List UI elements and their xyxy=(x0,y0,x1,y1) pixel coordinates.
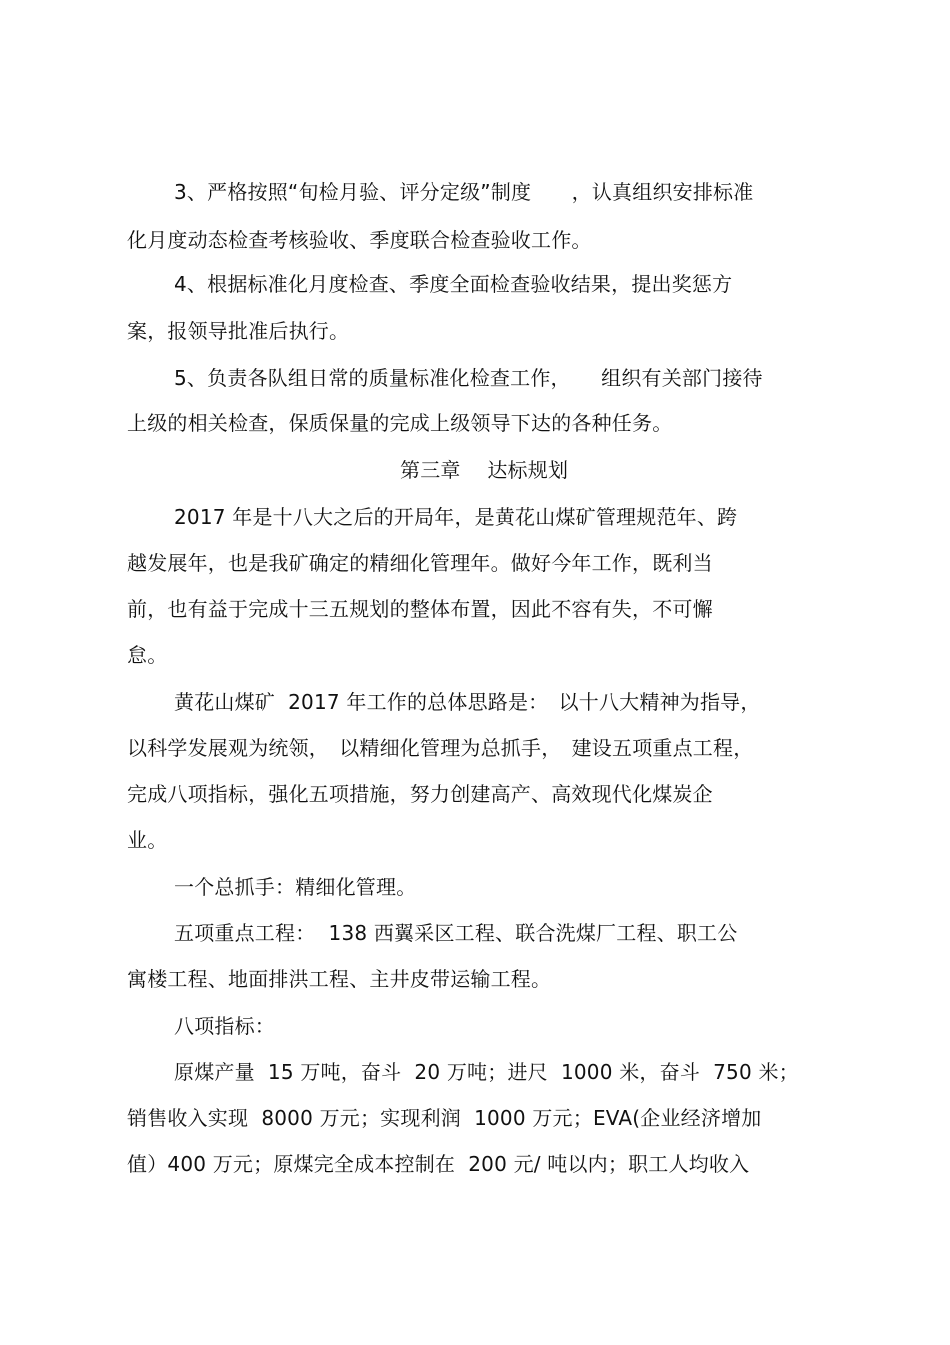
paragraph-plan-line-1: 黄花山煤矿 2017 年工作的总体思路是： 以十八大精神为指导， xyxy=(174,690,761,714)
paragraph-projects-line-2: 寓楼工程、地面排洪工程、主井皮带运输工程。 xyxy=(127,967,552,991)
paragraph-2017-line-3: 前，也有益于完成十三五规划的整体布置，因此不容有失，不可懈 xyxy=(127,597,713,621)
paragraph-2017-line-2: 越发展年，也是我矿确定的精细化管理年。做好今年工作，既利当 xyxy=(127,551,713,575)
paragraph-plan-line-4: 业。 xyxy=(127,828,168,852)
paragraph-2017-line-4: 怠。 xyxy=(127,643,168,667)
paragraph-indicators-line-1: 原煤产量 15 万吨，奋斗 20 万吨；进尺 1000 米，奋斗 750 米； xyxy=(174,1060,799,1084)
paragraph-5-line-1: 5、负责各队组日常的质量标准化检查工作， 组织有关部门接待 xyxy=(174,366,763,390)
paragraph-2017-line-1: 2017 年是十八大之后的开局年，是黄花山煤矿管理规范年、跨 xyxy=(174,505,738,529)
paragraph-3-line-2: 化月度动态检查考核验收、季度联合检查验收工作。 xyxy=(127,228,592,252)
paragraph-5-line-2: 上级的相关检查，保质保量的完成上级领导下达的各种任务。 xyxy=(127,411,673,435)
paragraph-4-line-2: 案，报领导批准后执行。 xyxy=(127,319,350,343)
paragraph-indicators-title: 八项指标： xyxy=(174,1014,275,1038)
paragraph-focus-line: 一个总抓手：精细化管理。 xyxy=(174,875,417,899)
chapter-heading: 第三章 达标规划 xyxy=(400,458,569,482)
paragraph-indicators-line-3: 值）400 万元；原煤完全成本控制在 200 元/ 吨以内；职工人均收入 xyxy=(127,1152,750,1176)
paragraph-plan-line-3: 完成八项指标，强化五项措施，努力创建高产、高效现代化煤炭企 xyxy=(127,782,713,806)
paragraph-indicators-line-2: 销售收入实现 8000 万元；实现利润 1000 万元；EVA(企业经济增加 xyxy=(127,1106,762,1130)
paragraph-plan-line-2: 以科学发展观为统领， 以精细化管理为总抓手， 建设五项重点工程， xyxy=(127,736,754,760)
paragraph-projects-line-1: 五项重点工程： 138 西翼采区工程、联合洗煤厂工程、职工公 xyxy=(174,921,738,945)
paragraph-4-line-1: 4、根据标准化月度检查、季度全面检查验收结果，提出奖惩方 xyxy=(174,272,733,296)
paragraph-3-line-1: 3、严格按照“旬检月验、评分定级”制度 ，认真组织安排标准 xyxy=(174,180,754,204)
